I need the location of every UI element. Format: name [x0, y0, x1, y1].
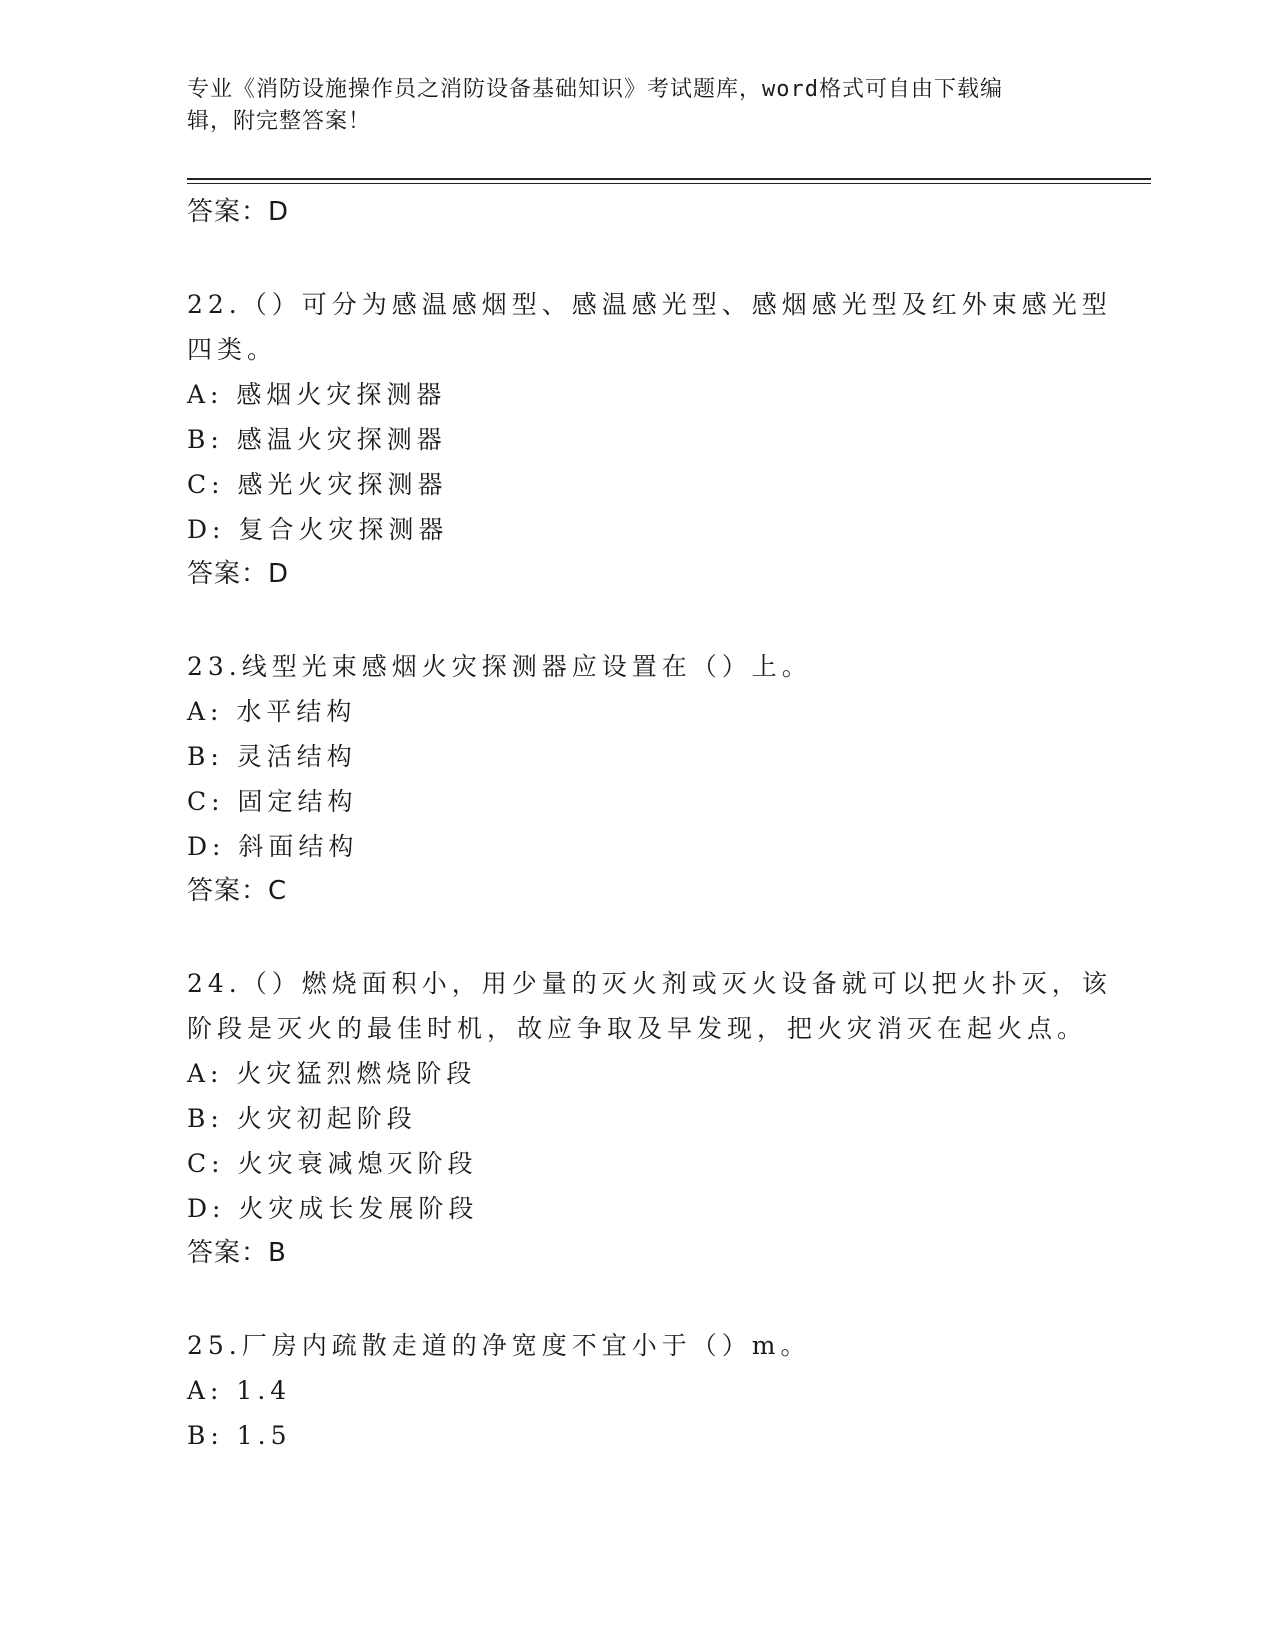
question-stem-line: 23.线型光束感烟火灾探测器应设置在（）上。 — [187, 652, 812, 681]
header-rule-thick — [187, 178, 1151, 180]
answer-line: 答案：B — [187, 1238, 287, 1268]
question-list — [187, 190, 1112, 1458]
previous-answer: 答案：D — [187, 197, 290, 227]
spacer — [187, 1276, 1087, 1323]
question-stem-line: 阶段是灭火的最佳时机，故应争取及早发现，把火灾消灭在起火点。 — [187, 1014, 1088, 1043]
option-b: B: 1.5 — [187, 1421, 292, 1450]
answer-line: 答案：C — [187, 876, 288, 906]
page-header — [187, 74, 1067, 138]
spacer — [187, 597, 1087, 644]
question-block — [187, 282, 1112, 597]
option-b: B: 火灾初起阶段 — [187, 1104, 417, 1133]
option-d: D: 斜面结构 — [187, 832, 359, 861]
question-stem-line: 24.（）燃烧面积小，用少量的灭火剂或灭火设备就可以把火扑灭，该 — [187, 969, 1112, 998]
option-c: C: 固定结构 — [187, 787, 358, 816]
question-stem-line: 25.厂房内疏散走道的净宽度不宜小于（）m。 — [187, 1331, 811, 1360]
option-a: A: 水平结构 — [187, 697, 357, 726]
option-d: D: 复合火灾探测器 — [187, 515, 449, 544]
option-c: C: 火灾衰减熄灭阶段 — [187, 1149, 478, 1178]
option-c: C: 感光火灾探测器 — [187, 470, 448, 499]
option-a: A: 感烟火灾探测器 — [187, 380, 447, 409]
question-stem-line: 四类。 — [187, 335, 278, 364]
option-a: A: 火灾猛烈燃烧阶段 — [187, 1059, 477, 1088]
option-a: A: 1.4 — [187, 1376, 292, 1405]
answer-line: 答案：D — [187, 559, 290, 589]
header-line-1: 专业《消防设施操作员之消防设备基础知识》考试题库，word格式可自由下载编 — [187, 77, 1003, 102]
option-d: D: 火灾成长发展阶段 — [187, 1194, 479, 1223]
option-b: B: 灵活结构 — [187, 742, 357, 771]
header-rule-thin — [187, 183, 1151, 184]
question-block — [187, 961, 1112, 1276]
option-b: B: 感温火灾探测器 — [187, 425, 447, 454]
spacer — [187, 235, 1087, 282]
question-stem-line: 22.（）可分为感温感烟型、感温感光型、感烟感光型及红外束感光型 — [187, 290, 1112, 319]
header-line-2: 辑，附完整答案！ — [187, 109, 372, 134]
question-block — [187, 644, 1087, 914]
question-block — [187, 1323, 1087, 1458]
spacer — [187, 914, 1087, 961]
